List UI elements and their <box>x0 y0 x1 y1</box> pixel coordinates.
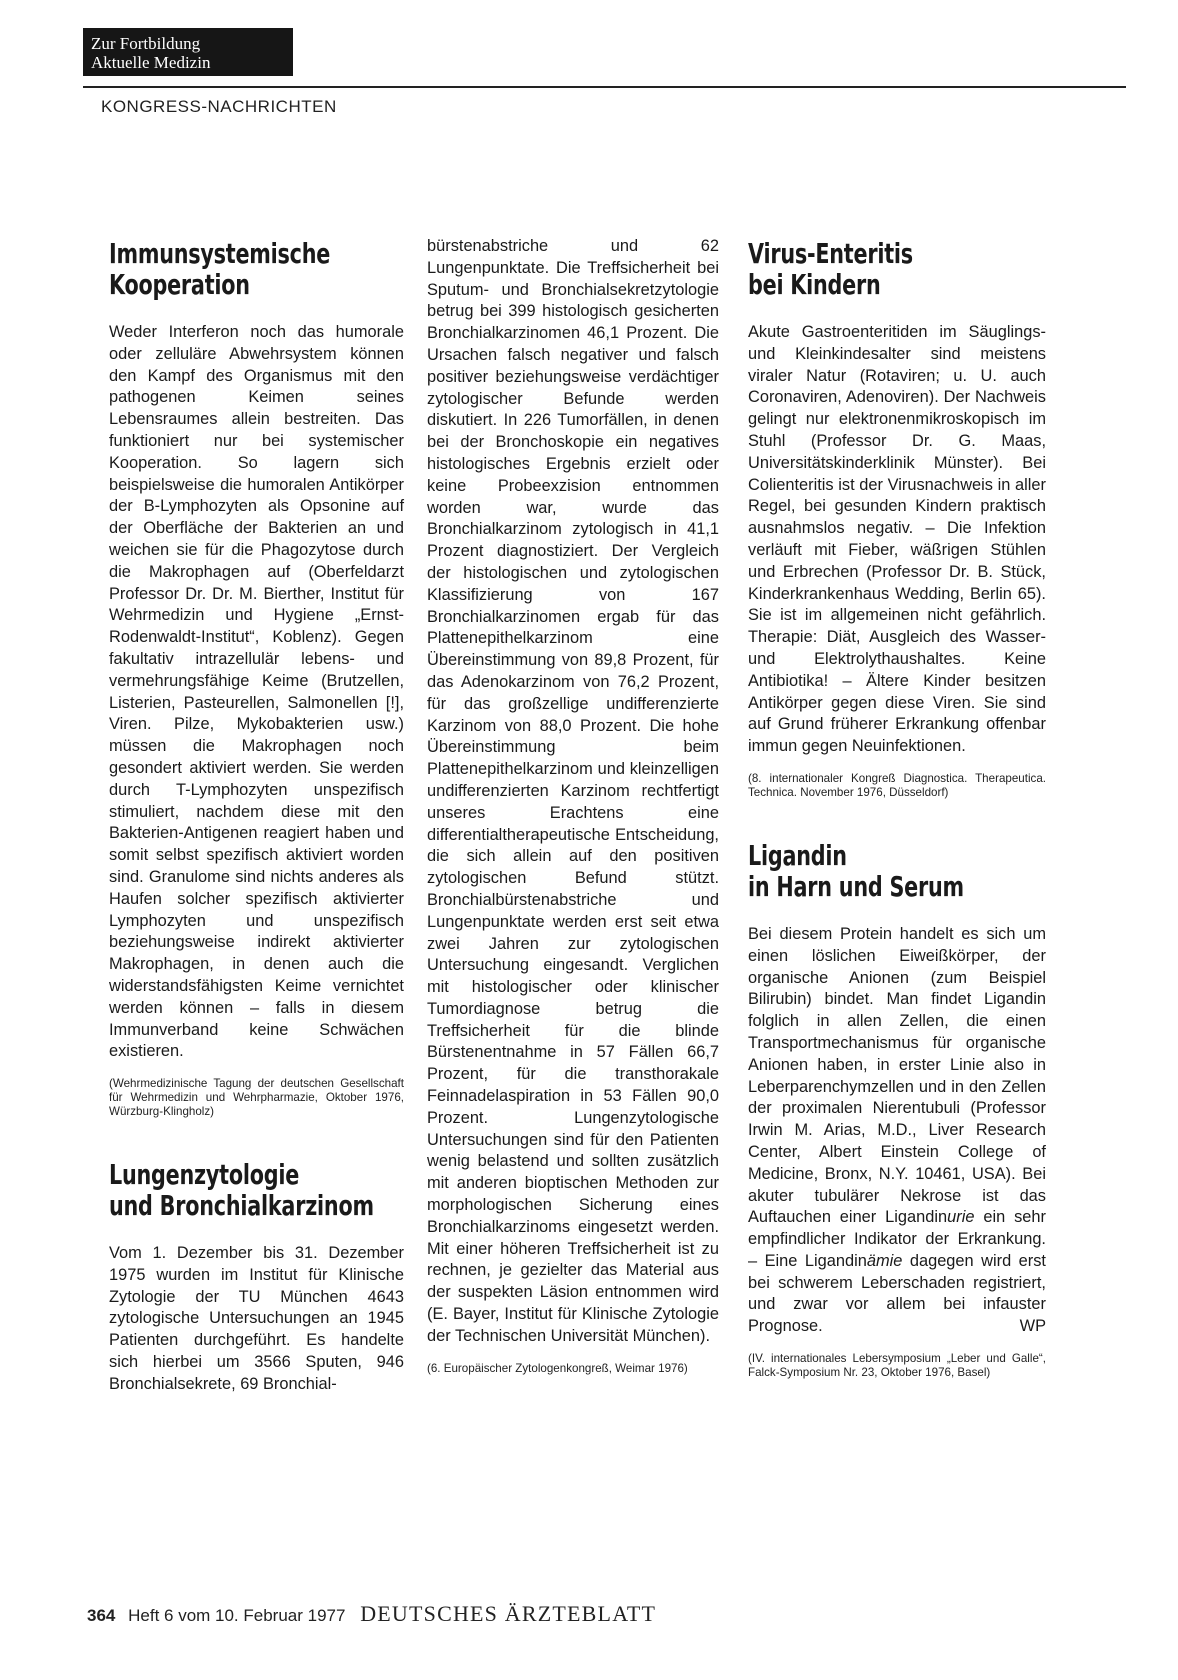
article-source-immun: (Wehrmedizinische Tagung der deutschen Gesellschaft für Wehrmedizin und Wehrpharmazie, Oktober 1976, Würzburg-Klingholz) <box>109 1077 404 1119</box>
page-number: 364 <box>87 1606 116 1625</box>
journal-name: DEUTSCHES ÄRZTEBLATT <box>360 1601 657 1626</box>
title-line: und Bronchialkarzinom <box>109 1189 374 1223</box>
article-source-ligandin: (IV. internationales Lebersymposium „Leber und Galle“, Falck-Symposium Nr. 23, Oktober 1976, Basel) <box>748 1352 1046 1380</box>
badge-line-1: Zur Fortbildung <box>91 34 201 53</box>
page-footer <box>87 1601 656 1627</box>
article-source-virus: (8. internationaler Kongreß Diagnostica. Therapeutica. Technica. November 1976, Düsseldorf) <box>748 771 1046 799</box>
title-line: bei Kindern <box>748 268 881 301</box>
title-line: Lungenzytologie <box>109 1158 300 1192</box>
article-body-virus: Akute Gastroenteritiden im Säuglings- und Kleinkindesalter sind meistens viraler Natur (Rotaviren; u. U. auch Coronaviren, Adenoviren). Der Nachweis gelingt nur elektronenmikroskopisch im Stuhl (Professor Dr. G. Maas, Universitätskinderklinik Münster). Bei Colienteritis ist der Virusnachweis in aller Regel, bei gesunden Kindern praktisch ausnahmslos negativ. – Die Infektion verläuft mit Fieber, wäßrigen Stühlen und Erbrechen (Professor Dr. B. Stück, Kinderkrankenhaus Wedding, Berlin 65). Sie ist im allgemeinen nicht gefährlich. Therapie: Diät, Ausgleich des Wasser- und Elektrolythaushaltes. Keine Antibiotika! – Ältere Kinder besitzen Antikörper gegen diese Viren. Sie sind auf Grund früherer Erkrankung offenbar immun gegen Neuinfektionen. <box>748 323 1046 756</box>
badge-line-2: Aktuelle Medizin <box>91 53 211 72</box>
column-2 <box>427 236 719 1376</box>
article-body-immun: Weder Interferon noch das humorale oder zelluläre Abwehrsystem können den Kampf des Organismus mit den pathogenen Keimen seines Lebensraumes allein bestreiten. Das funktioniert nur bei systemischer Kooperation. So lagern sich beispielsweise die humoralen Antikörper der B-Lymphozyten als Opsonine auf der Oberfläche der Bakterien an und weichen sie für die Phagozytose durch die Makrophagen auf (Oberfeldarzt Professor Dr. Dr. M. Bierther, Institut für Wehrmedizin und Hygiene „Ernst-Rodenwaldt-Institut“, Koblenz). Gegen fakultativ intrazellulär lebens- und vermehrungsfähige Keime (Brutzellen, Listerien, Pasteurellen, Salmonellen [!], Viren. Pilze, Mykobakterien usw.) müssen die Makrophagen noch gesondert aktiviert werden. Sie werden durch T-Lymphozyten unspezifisch stimuliert, nachdem diese mit den Bakterien-Antigenen reagiert haben und somit selbst spezifisch aktiviert worden sind. Granulome sind nichts anderes als Haufen solcher spezifisch aktivierter Lymphozyten und unspezifisch beziehungsweise indirekt aktivierter Makrophagen, in denen auch die widerstandsfähigsten Keime vernichtet werden können – falls in diesem Immunverband keine Schwächen existieren. <box>109 323 404 1061</box>
section-badge <box>83 28 293 76</box>
emphasis: ämie <box>866 1251 903 1270</box>
body-text: ein sehr empfindlicher Indikator der Erkrankung. – Eine Ligandin <box>748 1208 1046 1270</box>
spacer <box>109 1119 404 1159</box>
author-signature: WP <box>1019 1317 1046 1336</box>
header-rule <box>83 86 1126 88</box>
issue-info: Heft 6 vom 10. Februar 1977 <box>128 1606 346 1625</box>
title-line: Ligandin <box>748 838 847 872</box>
title-line: in Harn und Serum <box>748 869 964 903</box>
article-body-lunge-part1: Vom 1. Dezember bis 31. Dezember 1975 wurden im Institut für Klinische Zytologie der TU München 4643 zytologische Untersuchungen an 1945 Patienten durchgeführt. Es handelte sich hierbei um 3566 Sputen, 946 Bronchialsekrete, 69 Bronchial- <box>109 1244 404 1393</box>
article-body-ligandin <box>748 924 1046 1338</box>
article-title-virus <box>748 238 1046 300</box>
body-text: Bei diesem Protein handelt es sich um einen löslichen Eiweißkörper, der organische Anionen (zum Beispiel Bilirubin) bindet. Man findet Ligandin folglich in allen Zellen, die einen Transportmechanismus für organische Anionen haben, in erster Linie also in Leberparenchymzellen und in den Zellen der proximalen Nierentubuli (Professor Irwin M. Arias, M.D., Liver Research Center, Albert Einstein College of Medicine, Bronx, N.Y. 10461, USA). Bei akuter tubulärer Nekrose ist das Auftauchen einer Ligandin <box>748 924 1046 1227</box>
column-3 <box>748 236 1046 1380</box>
article-title-ligandin <box>748 840 1046 902</box>
article-title-immun <box>109 238 404 300</box>
article-title-lunge <box>109 1159 404 1221</box>
column-1 <box>109 236 404 1396</box>
article-body-lunge-part2: bürstenabstriche und 62 Lungenpunktate. Die Treffsicherheit bei Sputum- und Bronchialsekretzytologie betrug bei 399 histologisch gesicherten Bronchialkarzinomen 46,1 Prozent. Die Ursachen falsch negativer und falsch positiver beziehungsweise verdächtiger zytologischer Befunde werden diskutiert. In 226 Tumorfällen, in denen bei der Bronchoskopie ein negatives histologisches Ergebnis erzielt oder keine Probeexzision entnommen worden war, wurde das Bronchialkarzinom zytologisch in 41,1 Prozent diagnostiziert. Der Vergleich der histologischen und zytologischen Klassifizierung von 167 Bronchialkarzinomen ergab für das Plattenepithelkarzinom eine Übereinstimmung von 89,8 Prozent, für das Adenokarzinom von 76,2 Prozent, für das großzellige undifferenzierte Karzinom von 88,0 Prozent. Die hohe Übereinstimmung beim Plattenepithelkarzinom und kleinzelligen undifferenzierten Karzinom rechtfertigt unseres Erachtens eine differentialtherapeutische Entscheidung, die sich allein auf den positiven zytologischen Befund stützt. Bronchialbürstenabstriche und Lungenpunktate werden erst seit etwa zwei Jahren zur zytologischen Untersuchung eingesandt. Verglichen mit histologischer oder klinischer Tumordiagnose betrug die Treffsicherheit für die blinde Bürstenentnahme in 57 Fällen 66,7 Prozent, für die transthorakale Feinnadelaspiration in 53 Fällen 90,0 Prozent. Lungenzytologische Untersuchungen sind für den Patienten wenig belastend und sollten zusätzlich mit anderen bioptischen Methoden zur morphologischen Sicherung eines Bronchialkarzinoms eingesetzt werden. Mit einer höheren Treffsicherheit ist zu rechnen, je gezielter das Material aus der suspekten Läsion entnommen wird (E. Bayer, Institut für Klinische Zytologie der Technischen Universität München). <box>427 237 719 1345</box>
section-label: KONGRESS-NACHRICHTEN <box>101 97 337 116</box>
spacer <box>748 800 1046 840</box>
title-line: Kooperation <box>109 268 250 301</box>
article-source-lunge: (6. Europäischer Zytologenkongreß, Weimar 1976) <box>427 1361 688 1375</box>
title-line: Immunsystemische <box>109 237 331 270</box>
title-line: Virus-Enteritis <box>748 237 913 270</box>
emphasis: urie <box>947 1208 975 1227</box>
body-text: dagegen wird erst bei schwerem Leberschaden registriert, und zwar vor allem bei infauster Prognose. <box>748 1251 1046 1336</box>
